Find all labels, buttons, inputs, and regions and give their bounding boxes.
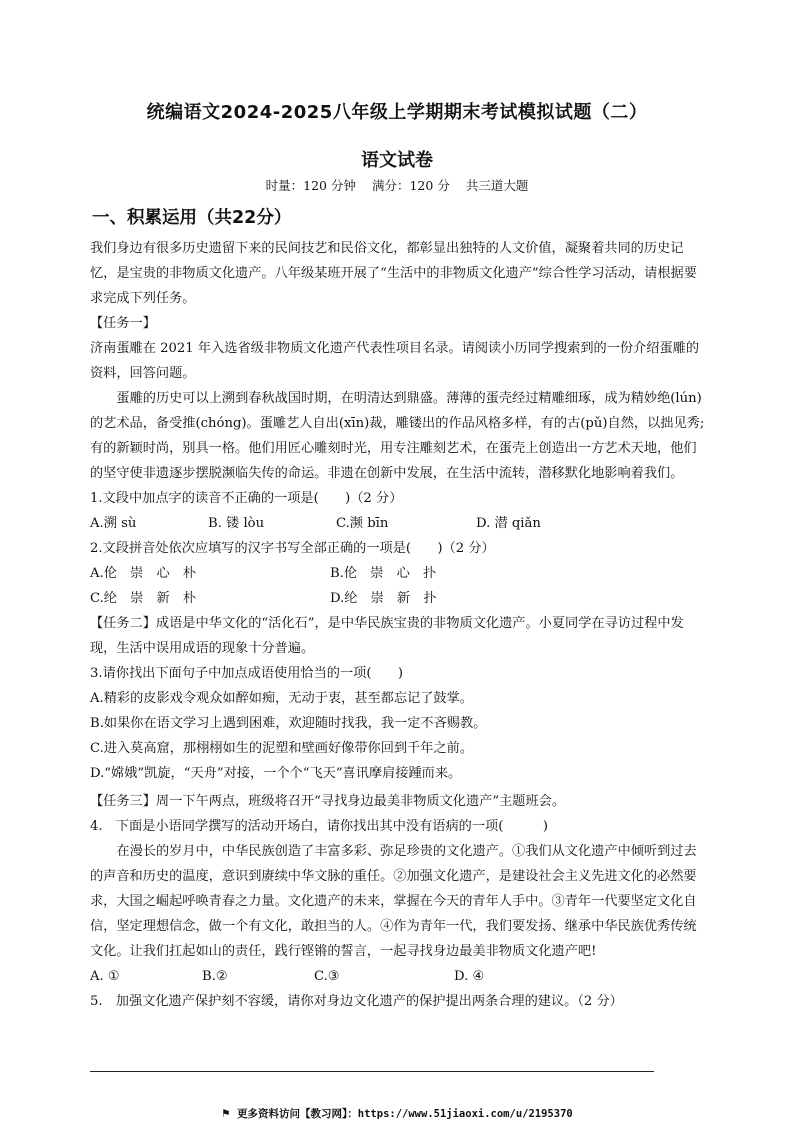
question-2-options-row: [90, 561, 706, 586]
option: B. 镂 lòu: [208, 516, 265, 531]
answer-line[interactable]: [90, 1071, 654, 1072]
question-3: 3.请你找出下面句子中加点成语使用恰当的一项( ): [90, 666, 403, 681]
question-2-options-row: [90, 586, 706, 611]
option: D.“嫦娥”凯旋，“天舟”对接，一个个“飞天”喜讯摩肩接踵而来。: [90, 766, 462, 781]
task2-intro: 【任务二】成语是中华文化的“活化石”，是中华民族宝贵的非物质文化遗产。小夏同学在寻访过程中发现，生活中误用成语的现象十分普遍。: [90, 616, 684, 656]
task1-passage: 蛋雕的历史可以上溯到春秋战国时期，在明清达到鼎盛。薄薄的蛋壳经过精雕细琢，成为精妙绝(lún)的艺术品，备受推(chóng)。蛋雕艺人自出(xīn)裁，雕镂出的作品风格多样，有的古(pǔ)自然，以拙见秀;有的新颖时尚，别具一格。他们用匠心雕刻时光，用专注雕刻艺术，在蛋壳上创造出一方艺术天地，他们的坚守使非遗逐步摆脱濒临失传的命运。非遗在创新中发展，在生活中流转，潜移默化地影响着我们。: [90, 391, 705, 481]
question-1: 1.文段中加点字的读音不正确的一项是( )（2 分）: [90, 491, 403, 506]
exam-time: 时量：120 分钟: [265, 178, 356, 193]
task3-intro: 【任务三】周一下午两点，班级将召开“寻找身边最美非物质文化遗产”主题班会。: [90, 794, 566, 809]
option: C.③: [314, 969, 340, 984]
option: B.伦 崇 心 扑: [330, 566, 437, 581]
question-5: 5. 加强文化遗产保护刻不容缓，请你对身边文化遗产的保护提出两条合理的建议。（2 分）: [90, 994, 623, 1009]
option: A.伦 崇 心 朴: [90, 566, 197, 581]
option: B.如果你在语文学习上遇到困难，欢迎随时找我，我一定不吝赐教。: [90, 716, 487, 731]
question-4-options: [90, 964, 706, 989]
question-1-options: [90, 511, 706, 536]
option: B.②: [202, 969, 228, 984]
footer-link[interactable]: 更多资料访问【教习网】：https://www.51jiaoxi.com/u/2195370: [237, 1108, 573, 1120]
exam-count: 共三道大题: [465, 178, 529, 193]
question-4: 4. 下面是小语同学撰写的活动开场白，请你找出其中没有语病的一项( ): [90, 819, 549, 834]
option: C.进入莫高窟，那栩栩如生的泥塑和壁画好像带你回到千年之前。: [90, 741, 474, 756]
option: A. ①: [90, 969, 120, 984]
intro-paragraph: 我们身边有很多历史遗留下来的民间技艺和民俗文化，都彰显出独特的人文价值，凝聚着共同的历史记忆，是宝贵的非物质文化遗产。八年级某班开展了“生活中的非物质文化遗产”综合性学习活动，请根据要求完成下列任务。: [90, 241, 697, 306]
question-2: 2.文段拼音处依次应填写的汉字书写全部正确的一项是( )（2 分）: [90, 541, 495, 556]
option: A.溯 sù: [90, 516, 137, 531]
option: D. ④: [454, 969, 485, 984]
task1-intro: 济南蛋雕在 2021 年入选省级非物质文化遗产代表性项目名录。请阅读小历同学搜索到的一份介绍蛋雕的资料，回答问题。: [90, 341, 700, 381]
option: C.濒 bīn: [336, 516, 389, 531]
task1-label: 【任务一】: [90, 316, 156, 331]
option: D. 潜 qiǎn: [476, 516, 541, 531]
exam-score: 满分：120 分: [371, 178, 450, 193]
option: A.精彩的皮影戏令观众如醉如痴，无动于衷，甚至都忘记了鼓掌。: [90, 691, 473, 706]
option: D.纶 崇 新 扑: [330, 591, 437, 606]
exam-meta: [0, 176, 794, 194]
footer[interactable]: [0, 1106, 794, 1121]
question-4-passage: 在漫长的岁月中，中华民族创造了丰富多彩、弥足珍贵的文化遗产。①我们从文化遗产中倾听到过去的声音和历史的温度，意识到赓续中华文脉的重任。②加强文化遗产，是建设社会主义先进文化的必然要求，大国之崛起呼唤青春之力量。文化遗产的未来，掌握在今天的青年人手中。③青年一代要坚定文化自信，坚定理想信念，做一个有文化，敢担当的人。④作为青年一代，我们要发扬、继承中华民族优秀传统文化。让我们扛起如山的责任，践行铿锵的誓言，一起寻找身边最美非物质文化遗产吧!: [90, 844, 697, 959]
exam-title: 统编语文2024-2025八年级上学期期末考试模拟试题（二）: [146, 102, 648, 123]
exam-content: [90, 236, 706, 1014]
flag-icon: ⚑: [221, 1108, 231, 1120]
section-heading: 一、积累运用（共22分）: [92, 208, 292, 228]
exam-subtitle: 语文试卷: [361, 150, 433, 171]
option: C.纶 崇 新 朴: [90, 591, 197, 606]
